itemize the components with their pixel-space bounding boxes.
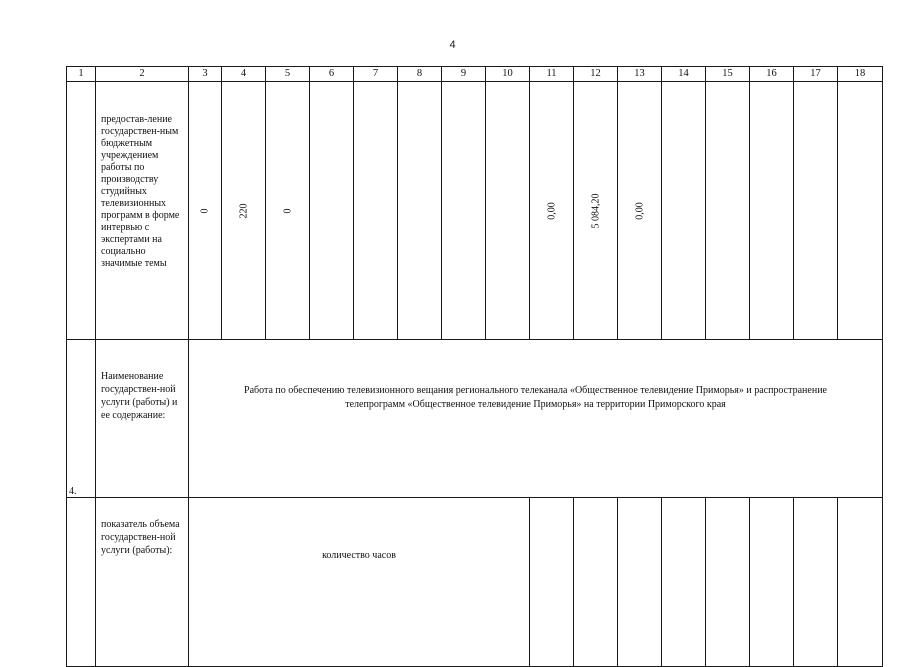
description-text: предостав-ление государствен-ным бюджетным учреждением работы по производству студийных телевизионных программ в форме интервью с экспертами на социально значимые темы	[101, 114, 180, 269]
table-cell	[222, 82, 266, 340]
table-cell	[530, 82, 574, 340]
header-row	[67, 67, 883, 82]
table-cell	[750, 82, 794, 340]
page-number: 4	[449, 39, 456, 51]
column-header: 10	[486, 67, 530, 82]
volume-unit: количество часов	[189, 498, 530, 667]
column-header: 5	[266, 67, 310, 82]
table-cell	[266, 82, 310, 340]
cell-value: 0	[199, 208, 211, 213]
table-cell	[486, 82, 530, 340]
row-description	[96, 340, 189, 498]
table-cell	[67, 82, 96, 340]
column-header: 8	[398, 67, 442, 82]
cell-value: 220	[238, 203, 249, 218]
column-header: 18	[838, 67, 883, 82]
column-header: 16	[750, 67, 794, 82]
table-row	[67, 82, 883, 340]
column-header: 15	[706, 67, 750, 82]
table-cell	[310, 82, 354, 340]
column-header: 17	[794, 67, 838, 82]
column-header: 7	[354, 67, 398, 82]
column-header: 12	[574, 67, 618, 82]
table-cell	[530, 498, 574, 667]
column-header: 9	[442, 67, 486, 82]
row-number-cell	[67, 340, 96, 498]
table-cell	[662, 82, 706, 340]
table-cell	[662, 498, 706, 667]
column-header: 6	[310, 67, 354, 82]
column-header: 1	[67, 67, 96, 82]
plan-table	[66, 66, 883, 667]
work-content: Работа по обеспечению телевизионного вещания регионального телеканала «Общественное телевидение Приморья» и распространение телепрограмм «Общественное телевидение Приморья» на территории Приморского края	[189, 340, 883, 498]
table-cell	[794, 498, 838, 667]
table-cell	[189, 82, 222, 340]
cell-value: 0,00	[546, 201, 557, 220]
table-cell	[794, 82, 838, 340]
column-header: 3	[189, 67, 222, 82]
table-cell	[442, 82, 486, 340]
row-description	[96, 498, 189, 667]
description-text: Наименование государствен-ной услуги (работы) и ее содержание:	[101, 371, 178, 421]
column-header: 14	[662, 67, 706, 82]
cell-value: 5 084,20	[590, 193, 601, 228]
description-text: показатель объема государствен-ной услуги (работы):	[101, 519, 180, 556]
row-number: 4.	[69, 486, 77, 497]
table-cell	[838, 498, 883, 667]
table-cell	[706, 498, 750, 667]
table-cell	[618, 498, 662, 667]
table-cell	[618, 82, 662, 340]
table-cell	[750, 498, 794, 667]
table-cell	[706, 82, 750, 340]
table-cell	[574, 82, 618, 340]
cell-value: 0,00	[634, 201, 645, 220]
table-cell	[398, 82, 442, 340]
table-row	[67, 498, 883, 667]
table-row	[67, 340, 883, 498]
cell-value: 0	[282, 208, 293, 213]
table-cell	[574, 498, 618, 667]
table-cell	[67, 498, 96, 667]
column-header: 2	[96, 67, 189, 82]
column-header: 11	[530, 67, 574, 82]
column-header: 4	[222, 67, 266, 82]
row-description	[96, 82, 189, 340]
column-header: 13	[618, 67, 662, 82]
table-cell	[354, 82, 398, 340]
table-cell	[838, 82, 883, 340]
